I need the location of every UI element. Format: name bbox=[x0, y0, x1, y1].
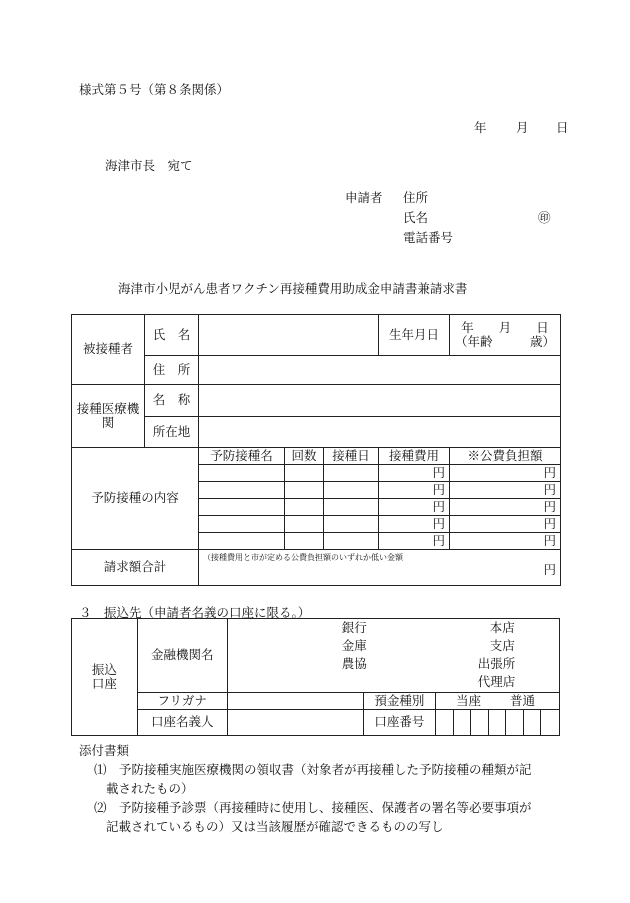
count-cell[interactable] bbox=[285, 533, 324, 550]
application-table bbox=[71, 314, 561, 586]
account-label bbox=[72, 619, 138, 736]
bank-label: 金融機関名 bbox=[137, 619, 227, 693]
count-cell[interactable] bbox=[285, 516, 324, 533]
facility-label bbox=[72, 385, 165, 448]
recipient-label: 被接種者 bbox=[72, 315, 145, 385]
date-day: 日 bbox=[556, 120, 569, 135]
vaccine-name-cell[interactable] bbox=[199, 516, 285, 533]
deposit-type-label: 預金種別 bbox=[363, 693, 435, 710]
applicant-address-label: 住所 bbox=[403, 190, 429, 205]
age-value: （年齢 歳） bbox=[454, 334, 555, 349]
attachment-1-line1: 予防接種実施医療機関の領収書（対象者が再接種した予防接種の種類が記 bbox=[119, 762, 532, 777]
burden-cell[interactable]: 円 bbox=[450, 499, 561, 516]
branch-type-head: 本店 bbox=[489, 620, 515, 635]
vaccine-name-cell[interactable] bbox=[199, 533, 285, 550]
furigana-field[interactable] bbox=[227, 693, 363, 710]
seal-mark: ㊞ bbox=[538, 210, 551, 225]
account-label-text: 振込口座 bbox=[91, 661, 117, 691]
bank-account-table bbox=[71, 618, 560, 736]
branch-type-agency: 代理店 bbox=[477, 674, 516, 689]
form-number: 様式第５号（第８条関係） bbox=[79, 82, 230, 97]
holder-label: 口座名義人 bbox=[137, 710, 227, 736]
count-cell[interactable] bbox=[285, 482, 324, 499]
bank-type-shinkin: 金庫 bbox=[341, 638, 367, 653]
account-digit-box[interactable] bbox=[453, 710, 471, 736]
branch-type-office: 出張所 bbox=[477, 656, 516, 671]
attachments-heading: 添付書類 bbox=[79, 743, 130, 758]
burden-cell[interactable]: 円 bbox=[450, 482, 561, 499]
date-cell[interactable] bbox=[324, 499, 379, 516]
col-public-burden: ※公費負担額 bbox=[450, 448, 561, 465]
cost-cell[interactable]: 円 bbox=[379, 499, 450, 516]
cost-cell[interactable]: 円 bbox=[379, 482, 450, 499]
facility-location-label: 所在地 bbox=[145, 417, 199, 448]
attachment-1-line2: 載されたもの） bbox=[106, 781, 194, 796]
burden-cell[interactable]: 円 bbox=[450, 465, 561, 482]
col-vaccine-name: 予防接種名 bbox=[199, 448, 285, 465]
deposit-type-field[interactable] bbox=[436, 693, 560, 710]
addressee: 海津市長 宛て bbox=[105, 158, 193, 173]
vaccine-name-cell[interactable] bbox=[199, 465, 285, 482]
claim-yen: 円 bbox=[543, 561, 556, 577]
account-digit-box[interactable] bbox=[506, 710, 524, 736]
claim-total-field[interactable] bbox=[199, 550, 561, 586]
account-digit-box[interactable] bbox=[523, 710, 541, 736]
recipient-name-field[interactable] bbox=[199, 315, 379, 356]
date-year: 年 bbox=[474, 120, 487, 135]
facility-name-label: 名 称 bbox=[145, 385, 199, 417]
applicant-phone-label: 電話番号 bbox=[403, 230, 454, 245]
address-label: 住 所 bbox=[145, 356, 199, 385]
facility-label-text: 接種医療機 関 bbox=[76, 400, 165, 430]
attachment-2-line1: 予防接種予診票（再接種時に使用し、接種医、保護者の署名等必要事項が bbox=[119, 800, 532, 815]
document-title: 海津市小児がん患者ワクチン再接種費用助成金申請書兼請求書 bbox=[118, 281, 468, 296]
birth-field[interactable] bbox=[450, 315, 561, 356]
count-cell[interactable] bbox=[285, 465, 324, 482]
burden-cell[interactable]: 円 bbox=[450, 516, 561, 533]
date-cell[interactable] bbox=[324, 482, 379, 499]
account-digit-box[interactable] bbox=[436, 710, 454, 736]
holder-field[interactable] bbox=[227, 710, 363, 736]
date-cell[interactable] bbox=[324, 465, 379, 482]
count-cell[interactable] bbox=[285, 499, 324, 516]
date-cell[interactable] bbox=[324, 516, 379, 533]
bank-type-nokyo: 農協 bbox=[341, 656, 367, 671]
date-cell[interactable] bbox=[324, 533, 379, 550]
bank-type-bank: 銀行 bbox=[341, 620, 367, 635]
birth-label: 生年月日 bbox=[379, 315, 450, 356]
burden-cell[interactable]: 円 bbox=[450, 533, 561, 550]
applicant-role: 申請者 bbox=[345, 190, 383, 205]
attachment-2-line2: 記載されているもの）又は当該履歴が確認できるものの写し bbox=[106, 819, 444, 834]
bank-field[interactable] bbox=[227, 619, 559, 693]
account-digit-box[interactable] bbox=[471, 710, 489, 736]
claim-total-label: 請求額合計 bbox=[72, 550, 199, 586]
attachment-1-number: ⑴ bbox=[94, 762, 107, 777]
branch-type-branch: 支店 bbox=[489, 638, 515, 653]
account-number-label: 口座番号 bbox=[363, 710, 435, 736]
content-label: 予防接種の内容 bbox=[72, 448, 199, 550]
claim-note: （接種費用と市が定める公費負担額のいずれか低い金額 bbox=[203, 553, 403, 562]
name-label: 氏 名 bbox=[145, 315, 199, 356]
account-digit-box[interactable] bbox=[488, 710, 506, 736]
recipient-address-field[interactable] bbox=[199, 356, 561, 385]
cost-cell[interactable]: 円 bbox=[379, 465, 450, 482]
col-date: 接種日 bbox=[324, 448, 379, 465]
attachment-2-number: ⑵ bbox=[94, 800, 107, 815]
col-cost: 接種費用 bbox=[379, 448, 450, 465]
vaccine-name-cell[interactable] bbox=[199, 482, 285, 499]
deposit-type-current: 当座 bbox=[456, 692, 482, 708]
section3-heading: ３ 振込先（申請者名義の口座に限る。） bbox=[79, 605, 311, 620]
cost-cell[interactable]: 円 bbox=[379, 533, 450, 550]
account-digit-box[interactable] bbox=[541, 710, 560, 736]
date-month: 月 bbox=[516, 120, 529, 135]
deposit-type-ordinary: 普通 bbox=[510, 692, 536, 708]
facility-location-field[interactable] bbox=[199, 417, 561, 448]
facility-name-field[interactable] bbox=[199, 385, 561, 417]
birth-value: 年 月 日 bbox=[461, 319, 549, 335]
cost-cell[interactable]: 円 bbox=[379, 516, 450, 533]
furigana-label: フリガナ bbox=[137, 693, 227, 710]
vaccine-name-cell[interactable] bbox=[199, 499, 285, 516]
col-count: 回数 bbox=[285, 448, 324, 465]
applicant-name-label: 氏名 bbox=[403, 210, 429, 225]
